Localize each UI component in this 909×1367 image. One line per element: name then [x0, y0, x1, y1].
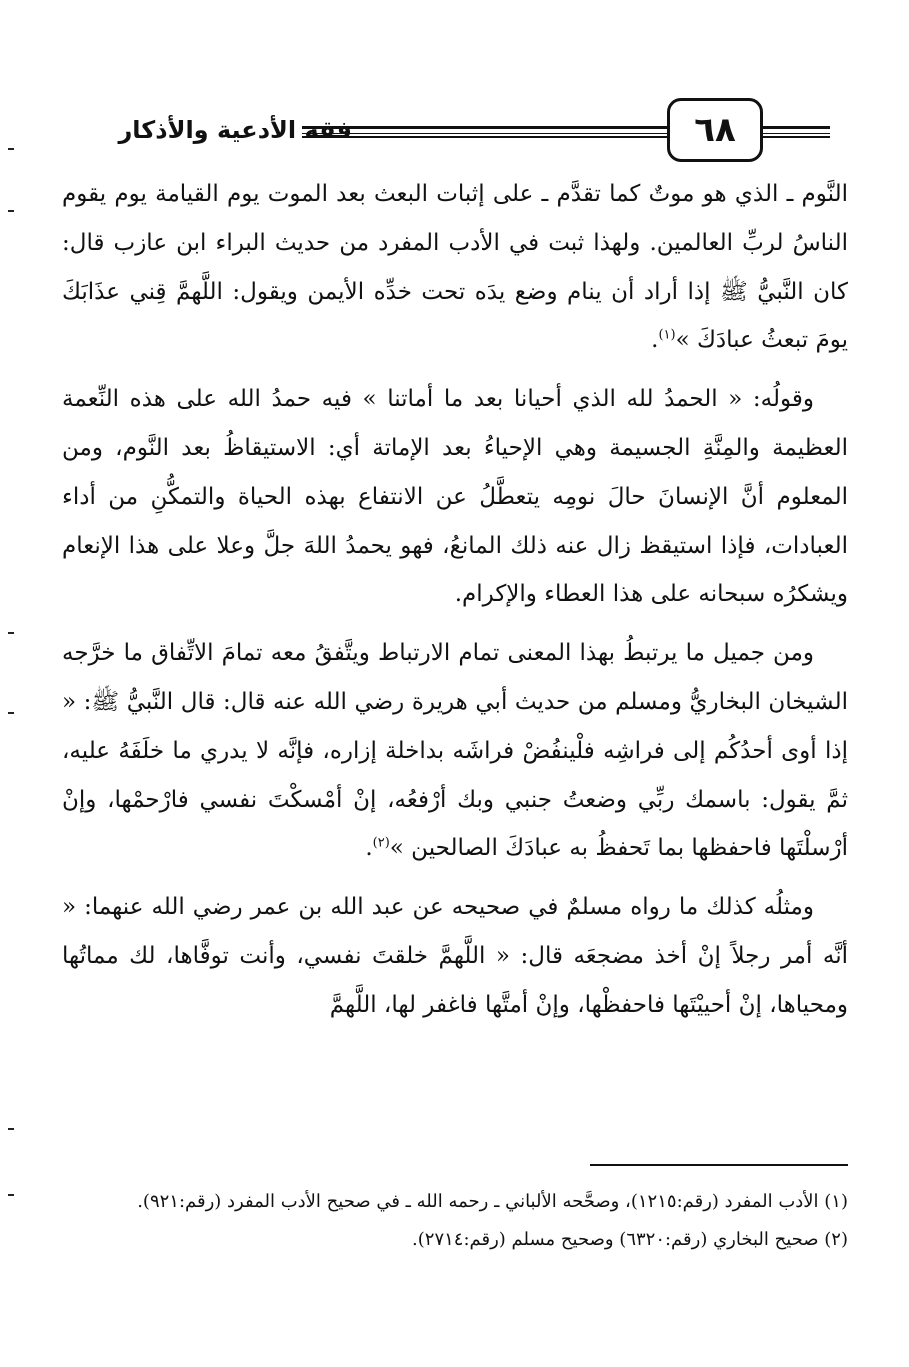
- page-number: ٦٨: [667, 98, 763, 162]
- margin-tick: [8, 148, 14, 150]
- paragraph: ومن جميل ما يرتبطُ بهذا المعنى تمام الارتباط ويتَّفقُ معه تمامَ الاتِّفاق ما خرَّجه الشيخان البخاريُّ ومسلم من حديث أبي هريرة رضي الله عنه قال: قال النَّبيُّ ﷺ: « إذا أوى أحدُكُم إلى فراشِه فلْينفُضْ فراشَه بداخلة إزاره، فإنَّه لا يدري ما خلَفَهُ عليه، ثمَّ يقول: باسمك ربِّي وضعتُ جنبي وبك أرْفعُه، إنْ أمْسكْتَ نفسي فارْحمْها، وإنْ أرْسلْتَها فاحفظها بما تَحفظُ به عبادَكَ الصالحين »$^{(٢)}$.: [62, 640, 848, 862]
- paragraph: [62, 375, 848, 619]
- header-rule: [760, 136, 830, 138]
- main-text: [62, 170, 848, 1030]
- footnote-divider: [590, 1164, 848, 1166]
- margin-tick: [8, 632, 14, 634]
- footnote-2: (٢) صحيح البخاري (رقم:٦٣٢٠) وصحيح مسلم (رقم:٢٧١٤).: [412, 1229, 848, 1250]
- paragraph-text: ومن جميل ما يرتبطُ بهذا المعنى تمام الارتباط ويتَّفقُ معه تمامَ الاتِّفاق ما خرَّجه الشيخان البخاريُّ ومسلم من حديث أبي هريرة رضي الله عنه قال: قال النَّبيُّ ﷺ: « إذا أوى أحدُكُم إلى فراشِه فلْينفُضْ فراشَه بداخلة إزاره، فإنَّه لا يدري ما خلَفَهُ عليه، ثمَّ يقول: باسمك ربِّي وضعتُ جنبي وبك أرْفعُه، إنْ أمْسكْتَ نفسي فارْحمْها، وإنْ أرْسلْتَها فاحفظها بما تَحفظُ به عبادَكَ الصالحين »: [62, 640, 848, 862]
- paragraph-text: وقولُه: « الحمدُ لله الذي أحيانا بعد ما أماتنا » فيه حمدُ الله على هذه النِّعمة العظيمة والمِنَّةِ الجسيمة وهي الإحياءُ بعد الإماتة أي: الاستيقاظُ بعد النَّوم، ومن المعلوم أنَّ الإنسانَ حالَ نومِه يتعطَّلُ عن الانتفاع بهذه الحياة والتمكُّنِ من أداء العبادات، فإذا استيقظ زال عنه ذلك المانعُ، فهو يحمدُ اللهَ جلَّ وعلا على هذا الإنعام ويشكرُه سبحانه على هذا العطاء والإكرام.: [62, 386, 848, 608]
- margin-tick: [8, 210, 14, 212]
- footnote-1: (١) الأدب المفرد (رقم:١٢١٥)، وصحَّحه الألباني ـ رحمه الله ـ في صحيح الأدب المفرد (رقم:٩٢١).: [137, 1191, 848, 1212]
- margin-tick: [8, 1128, 14, 1130]
- margin-tick: [8, 712, 14, 714]
- paragraph-text: ومثلُه كذلك ما رواه مسلمٌ في صحيحه عن عبد الله بن عمر رضي الله عنهما: « أنَّه أمر رجلاً إنْ أخذ مضجعَه قال: « اللَّهمَّ خلقتَ نفسي، وأنت توفَّاها، لك مماتُها ومحياها، إنْ أحييْتَها فاحفظْها، وإنْ أمتَّها فاغفر لها، اللَّهمَّ: [62, 894, 848, 1018]
- footnote-ref: (٢): [372, 835, 390, 851]
- header-rule: [760, 126, 830, 134]
- margin-tick: [8, 1194, 14, 1196]
- footnote-ref: (١): [658, 327, 676, 343]
- paragraph: [62, 883, 848, 1029]
- footnotes: [62, 1186, 848, 1262]
- header-rule: [302, 126, 667, 134]
- header-rule: [302, 136, 667, 138]
- book-title: فقه الأدعية والأذكار: [118, 116, 352, 144]
- paragraph: النَّوم ـ الذي هو موتٌ كما تقدَّم ـ على إثبات البعث بعد الموت يوم القيامة يوم يقوم الناسُ لربِّ العالمين. ولهذا ثبت في الأدب المفرد من حديث البراء ابن عازب قال: كان النَّبيُّ ﷺ إذا أراد أن ينام وضع يدَه تحت خدِّه الأيمن ويقول: اللَّهمَّ قِني عذَابَكَ يومَ تبعثُ عبادَكَ »$^{(١)}$.: [62, 181, 848, 354]
- page-header: [60, 98, 830, 162]
- paragraph-text: النَّوم ـ الذي هو موتٌ كما تقدَّم ـ على إثبات البعث بعد الموت يوم القيامة يوم يقوم الناسُ لربِّ العالمين. ولهذا ثبت في الأدب المفرد من حديث البراء ابن عازب قال: كان النَّبيُّ ﷺ إذا أراد أن ينام وضع يدَه تحت خدِّه الأيمن ويقول: اللَّهمَّ قِني عذَابَكَ يومَ تبعثُ عبادَكَ »: [62, 181, 848, 354]
